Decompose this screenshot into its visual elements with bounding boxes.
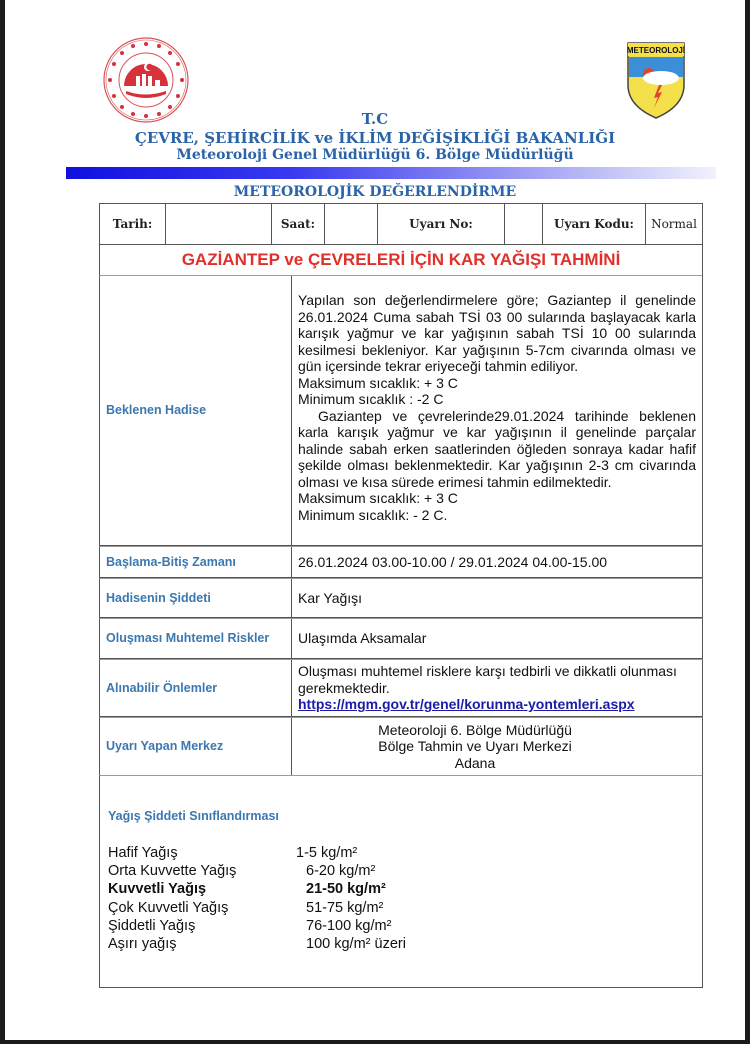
header-gradient-band: [66, 167, 716, 179]
min-temp-1: Minimum sıcaklık : -2 C: [298, 391, 444, 407]
logo-text: METEOROLOJİ: [626, 46, 686, 55]
forecast-title: GAZİANTEP ve ÇEVRELERİ İÇİN KAR YAĞIŞI TAHMİNİ: [99, 244, 703, 276]
class-name: Şiddetli Yağış: [108, 917, 196, 934]
start-end-value: 26.01.2024 03.00-10.00 / 29.01.2024 04.00-15.00: [298, 553, 608, 570]
measures-label: Alınabilir Önlemler: [100, 660, 292, 716]
class-name: Orta Kuvvette Yağış: [108, 863, 237, 880]
time-value: [325, 204, 378, 244]
warning-code-value: Normal: [651, 217, 697, 231]
severity-label: Hadisenin Şiddeti: [100, 579, 292, 617]
classification-list: [108, 844, 406, 953]
expected-event-para2: Gaziantep ve çevrelerinde29.01.2024 tarihinde beklenen karla karışık yağmur ve kar yağışının il genelinde parçalar halinde sabah erken saatlerinden öğleden sonraya kadar hafif şekilde olması beklenmektedir. Kar yağışının 2-3 cm civarında olması ve kısa sürede erimesi tahmin edilmektedir.: [298, 407, 696, 490]
class-range: 100 kg/m² üzeri: [306, 936, 406, 953]
date-value: [166, 204, 272, 244]
row-risks: [99, 618, 703, 659]
expected-event-label: Beklenen Hadise: [100, 276, 292, 545]
severity-value: Kar Yağışı: [298, 589, 363, 606]
issuer-line2: Bölge Tahmin ve Uyarı Merkezi: [378, 738, 572, 755]
issuer-value: [292, 718, 702, 775]
class-range: 51-75 kg/m²: [306, 899, 384, 916]
class-range: 6-20 kg/m²: [306, 863, 376, 880]
class-range: 76-100 kg/m²: [306, 917, 392, 934]
classification-item: [108, 880, 406, 898]
max-temp-1: Maksimum sıcaklık: + 3 C: [298, 374, 458, 391]
protection-methods-link[interactable]: https://mgm.gov.tr/genel/korunma-yontemleri.aspx: [298, 696, 635, 713]
issuer-label: Uyarı Yapan Merkez: [100, 718, 292, 775]
header-tc: T.C: [361, 110, 389, 128]
warning-no-label: Uyarı No:: [378, 204, 505, 244]
row-expected-event: [99, 275, 703, 546]
row-issuer: [99, 717, 703, 776]
row-severity: [99, 578, 703, 618]
expected-event-para1: Yapılan son değerlendirmelere göre; Gaziantep il genelinde 26.01.2024 Cuma sabah TSİ 03 00 sularında başlayacak karla karışık yağmur ve kar yağışının sabah TSİ 10 00 sularında kesilmesi bekleniyor. Kar yağışının 5-7cm civarında olması ve gün içersinde tekrar eriyeceği tahmin ediliyor.: [298, 292, 696, 374]
issuer-line1: Meteoroloji 6. Bölge Müdürlüğü: [378, 721, 572, 738]
document-type: METEOROLOJİK DEĞERLENDİRME: [233, 184, 517, 200]
risks-value: Ulaşımda Aksamalar: [298, 630, 427, 647]
start-end-label: Başlama-Bitiş Zamanı: [100, 547, 292, 577]
meta-row: [99, 203, 703, 245]
risks-label: Oluşması Muhtemel Riskler: [100, 619, 292, 658]
warning-code-label: Uyarı Kodu:: [543, 204, 646, 244]
expected-event-value: [292, 276, 702, 545]
classification-item: [108, 844, 406, 862]
issuer-line3: Adana: [454, 754, 496, 771]
classification-item: [108, 899, 406, 917]
warning-no-value: [505, 204, 543, 244]
row-measures: [99, 659, 703, 717]
ministry-name: ÇEVRE, ŞEHİRCİLİK ve İKLİM DEĞİŞİKLİĞİ BAKANLIĞI: [134, 129, 616, 147]
measures-value: [292, 660, 702, 716]
department-name: Meteoroloji Genel Müdürlüğü 6. Bölge Müdürlüğü: [176, 147, 574, 163]
class-range: 21-50 kg/m²: [306, 881, 386, 898]
class-name: Kuvvetli Yağış: [108, 881, 207, 898]
row-start-end: [99, 546, 703, 578]
max-temp-2: Maksimum sıcaklık: + 3 C: [298, 490, 458, 506]
measures-text: Oluşması muhtemel risklere karşı tedbirli ve dikkatli olunması gerekmektedir.: [298, 663, 677, 696]
classification-item: [108, 917, 406, 935]
precipitation-classification: [99, 775, 703, 988]
time-label: Saat:: [272, 204, 325, 244]
class-name: Aşırı yağış: [108, 936, 177, 953]
classification-title: Yağış Şiddeti Sınıflandırması: [108, 809, 279, 823]
classification-item: [108, 862, 406, 880]
class-name: Çok Kuvvetli Yağış: [108, 899, 229, 916]
min-temp-2: Minimum sıcaklık: - 2 C.: [298, 506, 448, 523]
document-page: [5, 0, 745, 1040]
date-label: Tarih:: [100, 204, 166, 244]
classification-item: [108, 935, 406, 953]
class-range: 1-5 kg/m²: [296, 845, 358, 861]
class-name: Hafif Yağış: [108, 845, 178, 861]
meteoroloji-logo-icon: [625, 40, 687, 120]
